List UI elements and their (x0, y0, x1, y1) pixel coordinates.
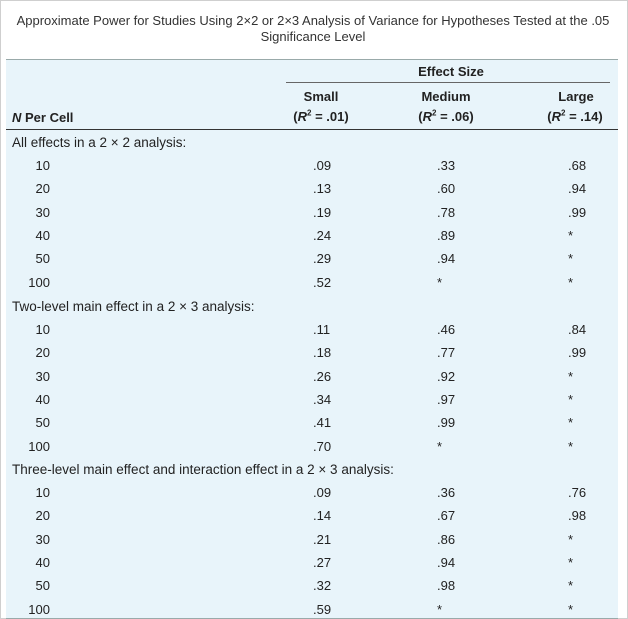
medium-power-cell: .78 (437, 204, 456, 220)
section-title: All effects in a 2 × 2 analysis: (12, 135, 187, 150)
large-power-cell: * (568, 251, 574, 267)
medium-power-cell: .99 (437, 415, 456, 431)
large-power-cell: * (568, 601, 574, 617)
medium-header: Medium (421, 89, 471, 104)
medium-power-cell: .98 (437, 578, 456, 594)
large-power-cell: .99 (568, 204, 587, 220)
small-power-cell: .14 (313, 508, 332, 524)
medium-power-cell: .89 (437, 227, 456, 243)
medium-power-cell: * (437, 438, 443, 454)
n-cell: 20 (35, 508, 50, 524)
large-power-cell: * (568, 531, 574, 547)
medium-power-cell: .36 (437, 485, 456, 500)
effect-size-rule (286, 82, 610, 83)
medium-r-squared: $(R^2 = .06)$ (418, 108, 474, 124)
n-cell: 30 (35, 531, 50, 547)
table-caption: Approximate Power for Studies Using 2×2 or 2×3 Analysis of Variance for Hypotheses Tested at the .05 Significance Level (16, 13, 610, 44)
large-power-cell: * (568, 415, 574, 431)
n-cell: 50 (35, 578, 50, 594)
medium-power-cell: .92 (437, 368, 456, 384)
n-cell: 40 (35, 554, 50, 570)
large-power-cell: * (568, 391, 574, 407)
small-power-cell: .26 (313, 368, 332, 384)
small-power-cell: .18 (313, 345, 332, 361)
large-power-cell: * (568, 274, 574, 290)
medium-power-cell: * (437, 601, 443, 617)
small-power-cell: .52 (313, 274, 332, 290)
large-power-cell: * (568, 227, 574, 243)
n-cell: 100 (28, 601, 50, 617)
small-power-cell: .21 (313, 531, 332, 547)
large-power-cell: .99 (568, 345, 587, 361)
n-cell: 50 (35, 415, 50, 431)
small-power-cell: .13 (313, 181, 332, 197)
small-r-squared: $(R^2 = .01)$ (293, 108, 349, 124)
n-cell: 100 (28, 438, 50, 454)
n-cell: 10 (35, 158, 50, 173)
small-power-cell: .09 (313, 485, 332, 500)
n-cell: 50 (35, 251, 50, 267)
small-power-cell: .70 (313, 438, 332, 454)
section-title: Three-level main effect and interaction effect in a 2 × 3 analysis: (12, 462, 394, 477)
large-header: Large (558, 89, 594, 104)
n-cell: 40 (35, 227, 50, 243)
n-cell: 10 (35, 485, 50, 500)
n-cell: 10 (35, 322, 50, 337)
large-power-cell: .84 (568, 322, 587, 337)
small-power-cell: .09 (313, 158, 332, 173)
medium-power-cell: * (437, 274, 443, 290)
n-per-cell-header: N Per Cell (12, 110, 74, 125)
small-power-cell: .19 (313, 204, 332, 220)
medium-power-cell: .46 (437, 322, 456, 337)
large-power-cell: .68 (568, 158, 587, 173)
small-power-cell: .34 (313, 391, 332, 407)
medium-power-cell: .33 (437, 158, 456, 173)
n-cell: 30 (35, 204, 50, 220)
large-power-cell: .76 (568, 485, 587, 500)
medium-power-cell: .94 (437, 251, 456, 267)
large-power-cell: .94 (568, 181, 587, 197)
medium-power-cell: .97 (437, 391, 456, 407)
medium-power-cell: .67 (437, 508, 456, 524)
header-rule (6, 129, 618, 130)
section-title: Two-level main effect in a 2 × 3 analysis: (12, 299, 255, 314)
large-power-cell: * (568, 578, 574, 594)
n-cell: 20 (35, 345, 50, 361)
small-header: Small (303, 89, 339, 104)
effect-size-header: Effect Size (418, 64, 484, 79)
small-power-cell: .59 (313, 601, 332, 617)
n-cell: 40 (35, 391, 50, 407)
small-power-cell: .27 (313, 554, 332, 570)
medium-power-cell: .77 (437, 345, 456, 361)
n-cell: 100 (28, 274, 50, 290)
medium-power-cell: .94 (437, 554, 456, 570)
small-power-cell: .11 (313, 322, 331, 337)
table-panel (6, 59, 618, 619)
n-cell: 20 (35, 181, 50, 197)
large-r-squared: $(R^2 = .14)$ (547, 108, 603, 124)
large-power-cell: * (568, 554, 574, 570)
small-power-cell: .29 (313, 251, 332, 267)
small-power-cell: .32 (313, 578, 332, 594)
medium-power-cell: .60 (437, 181, 456, 197)
large-power-cell: * (568, 438, 574, 454)
large-power-cell: * (568, 368, 574, 384)
small-power-cell: .41 (313, 415, 332, 431)
small-power-cell: .24 (313, 227, 332, 243)
medium-power-cell: .86 (437, 531, 456, 547)
n-cell: 30 (35, 368, 50, 384)
large-power-cell: .98 (568, 508, 587, 524)
